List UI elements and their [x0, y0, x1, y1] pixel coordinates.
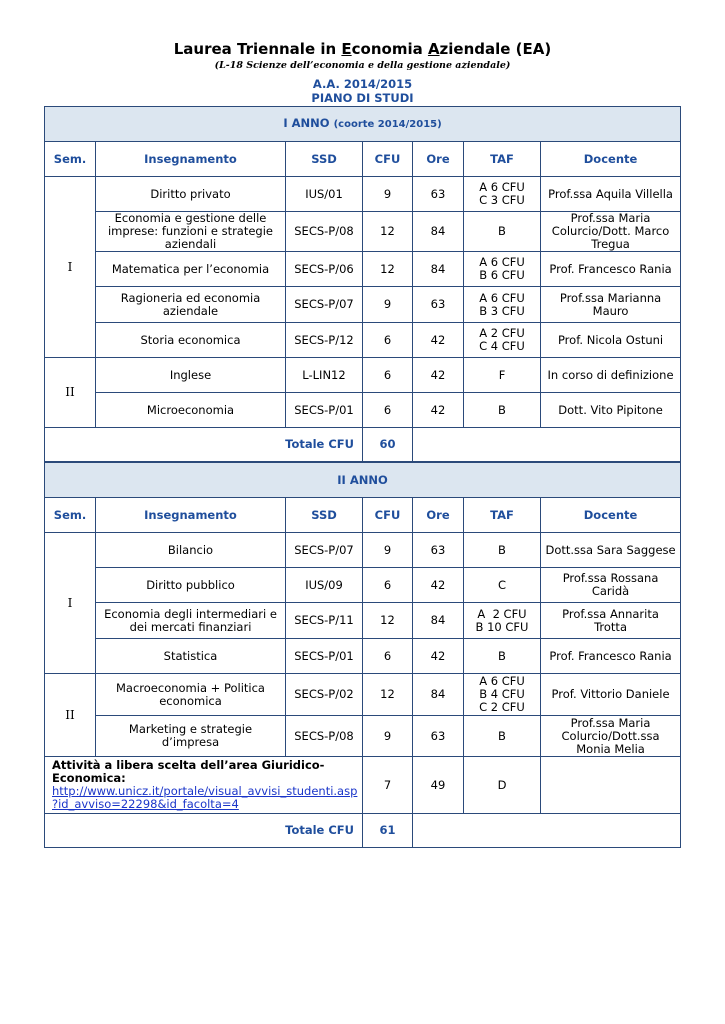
ssd-cell: SECS-P/11 — [286, 603, 363, 639]
ore-cell: 42 — [413, 358, 464, 393]
taf-cell: D — [464, 757, 541, 814]
taf-cell: B — [464, 393, 541, 428]
total-label: Totale CFU — [45, 428, 363, 462]
col-course: Insegnamento — [96, 142, 286, 177]
ssd-cell: IUS/01 — [286, 177, 363, 212]
ore-cell: 84 — [413, 212, 464, 252]
table-row — [45, 212, 681, 252]
ore-cell: 63 — [413, 177, 464, 212]
docente-cell: Prof.ssa Maria Colurcio/Dott.ssa Monia Melia — [541, 716, 681, 757]
ssd-cell: IUS/09 — [286, 568, 363, 603]
ssd-cell: L-LIN12 — [286, 358, 363, 393]
taf-cell: A 6 CFU C 3 CFU — [464, 177, 541, 212]
course-cell: Ragioneria ed economia aziendale — [96, 287, 286, 323]
col-ore: Ore — [413, 142, 464, 177]
cfu-cell: 7 — [363, 757, 413, 814]
total-label: Totale CFU — [45, 814, 363, 848]
taf-cell: A 2 CFU C 4 CFU — [464, 323, 541, 358]
taf-cell: B — [464, 639, 541, 674]
table-row — [45, 674, 681, 716]
ore-cell: 49 — [413, 757, 464, 814]
table-row — [45, 639, 681, 674]
ssd-cell: SECS-P/08 — [286, 212, 363, 252]
col-ssd: SSD — [286, 498, 363, 533]
academic-year: A.A. 2014/2015 — [312, 77, 413, 91]
taf-cell: C — [464, 568, 541, 603]
cfu-cell: 12 — [363, 603, 413, 639]
docente-cell: Prof. Francesco Rania — [541, 639, 681, 674]
ore-cell: 84 — [413, 603, 464, 639]
total-empty — [413, 428, 681, 462]
year2-label: II ANNO — [45, 463, 681, 498]
cfu-cell: 9 — [363, 533, 413, 568]
course-cell: Bilancio — [96, 533, 286, 568]
document-subtitle: (L-18 Scienze dell’economia e della gestione aziendale) — [214, 60, 511, 71]
course-cell: Macroeconomia + Politica economica — [96, 674, 286, 716]
docente-cell: Prof. Francesco Rania — [541, 252, 681, 287]
year2-table — [44, 462, 681, 848]
ore-cell: 84 — [413, 674, 464, 716]
course-cell: Matematica per l’economia — [96, 252, 286, 287]
cfu-cell: 6 — [363, 393, 413, 428]
ssd-cell: SECS-P/08 — [286, 716, 363, 757]
year1-header-row — [45, 142, 681, 177]
total-row — [45, 428, 681, 462]
ore-cell: 63 — [413, 287, 464, 323]
plan-heading: PIANO DI STUDI — [311, 91, 414, 105]
semester-cell: II — [45, 358, 96, 428]
taf-cell: A 2 CFU B 10 CFU — [464, 603, 541, 639]
docente-cell: Prof. Vittorio Daniele — [541, 674, 681, 716]
cfu-cell: 6 — [363, 639, 413, 674]
year2-band — [45, 463, 681, 498]
col-sem: Sem. — [45, 142, 96, 177]
semester-cell: II — [45, 674, 96, 757]
year1-label: I ANNO — [283, 116, 330, 130]
taf-cell: A 6 CFU B 3 CFU — [464, 287, 541, 323]
activity-link[interactable]: http://www.unicz.it/portale/visual_avvisi_studenti.asp ?id_avviso=22298&id_facolta=4 — [52, 784, 358, 811]
docente-cell: Prof.ssa Annarita Trotta — [541, 603, 681, 639]
cfu-cell: 12 — [363, 252, 413, 287]
col-sem: Sem. — [45, 498, 96, 533]
col-ore: Ore — [413, 498, 464, 533]
docente-cell: Prof.ssa Maria Colurcio/Dott. Marco Tregua — [541, 212, 681, 252]
year1-table — [44, 106, 681, 462]
cfu-cell: 9 — [363, 716, 413, 757]
activity-cell — [45, 757, 363, 814]
table-row — [45, 177, 681, 212]
taf-cell: F — [464, 358, 541, 393]
table-row — [45, 603, 681, 639]
col-cfu: CFU — [363, 142, 413, 177]
table-row — [45, 323, 681, 358]
activity-row — [45, 757, 681, 814]
cfu-cell: 12 — [363, 674, 413, 716]
docente-cell: Prof.ssa Marianna Mauro — [541, 287, 681, 323]
col-taf: TAF — [464, 498, 541, 533]
semester-cell: I — [45, 533, 96, 674]
ssd-cell: SECS-P/07 — [286, 287, 363, 323]
course-cell: Marketing e strategie d’impresa — [96, 716, 286, 757]
total-row — [45, 814, 681, 848]
semester-cell: I — [45, 177, 96, 358]
year2-header-row — [45, 498, 681, 533]
course-cell: Storia economica — [96, 323, 286, 358]
cfu-cell: 6 — [363, 358, 413, 393]
col-course: Insegnamento — [96, 498, 286, 533]
cfu-cell: 6 — [363, 323, 413, 358]
year1-cohort: (coorte 2014/2015) — [333, 119, 442, 130]
table-row — [45, 252, 681, 287]
col-docente: Docente — [541, 498, 681, 533]
course-cell: Economia e gestione delle imprese: funzioni e strategie aziendali — [96, 212, 286, 252]
total-empty — [413, 814, 681, 848]
table-row — [45, 533, 681, 568]
course-cell: Diritto pubblico — [96, 568, 286, 603]
col-taf: TAF — [464, 142, 541, 177]
cfu-cell: 12 — [363, 212, 413, 252]
total-cfu: 61 — [363, 814, 413, 848]
ssd-cell: SECS-P/06 — [286, 252, 363, 287]
taf-cell: B — [464, 716, 541, 757]
course-cell: Diritto privato — [96, 177, 286, 212]
taf-cell: A 6 CFU B 4 CFU C 2 CFU — [464, 674, 541, 716]
taf-cell: A 6 CFU B 6 CFU — [464, 252, 541, 287]
col-cfu: CFU — [363, 498, 413, 533]
course-cell: Statistica — [96, 639, 286, 674]
docente-cell: Dott. Vito Pipitone — [541, 393, 681, 428]
docente-cell: Dott.ssa Sara Saggese — [541, 533, 681, 568]
ssd-cell: SECS-P/07 — [286, 533, 363, 568]
ore-cell: 42 — [413, 639, 464, 674]
year1-band — [45, 107, 681, 142]
taf-cell: B — [464, 212, 541, 252]
course-cell: Microeconomia — [96, 393, 286, 428]
docente-cell: Prof. Nicola Ostuni — [541, 323, 681, 358]
ore-cell: 42 — [413, 393, 464, 428]
cfu-cell: 9 — [363, 177, 413, 212]
ore-cell: 42 — [413, 323, 464, 358]
docente-cell — [541, 757, 681, 814]
course-cell: Inglese — [96, 358, 286, 393]
col-ssd: SSD — [286, 142, 363, 177]
ore-cell: 84 — [413, 252, 464, 287]
activity-title-line1: Attività a libera scelta dell’area Giuridico- — [52, 758, 325, 772]
table-row — [45, 358, 681, 393]
ssd-cell: SECS-P/01 — [286, 393, 363, 428]
ssd-cell: SECS-P/12 — [286, 323, 363, 358]
docente-cell: In corso di definizione — [541, 358, 681, 393]
ore-cell: 63 — [413, 716, 464, 757]
table-row — [45, 287, 681, 323]
ssd-cell: SECS-P/02 — [286, 674, 363, 716]
activity-title-line2: Economica: — [52, 771, 126, 785]
cfu-cell: 6 — [363, 568, 413, 603]
taf-cell: B — [464, 533, 541, 568]
table-row — [45, 716, 681, 757]
table-row — [45, 393, 681, 428]
docente-cell: Prof.ssa Rossana Caridà — [541, 568, 681, 603]
ore-cell: 63 — [413, 533, 464, 568]
document-title: Laurea Triennale in Economia Aziendale (EA) — [173, 40, 552, 58]
ssd-cell: SECS-P/01 — [286, 639, 363, 674]
course-cell: Economia degli intermediari e dei mercati finanziari — [96, 603, 286, 639]
table-row — [45, 568, 681, 603]
ore-cell: 42 — [413, 568, 464, 603]
col-docente: Docente — [541, 142, 681, 177]
docente-cell: Prof.ssa Aquila Villella — [541, 177, 681, 212]
cfu-cell: 9 — [363, 287, 413, 323]
total-cfu: 60 — [363, 428, 413, 462]
